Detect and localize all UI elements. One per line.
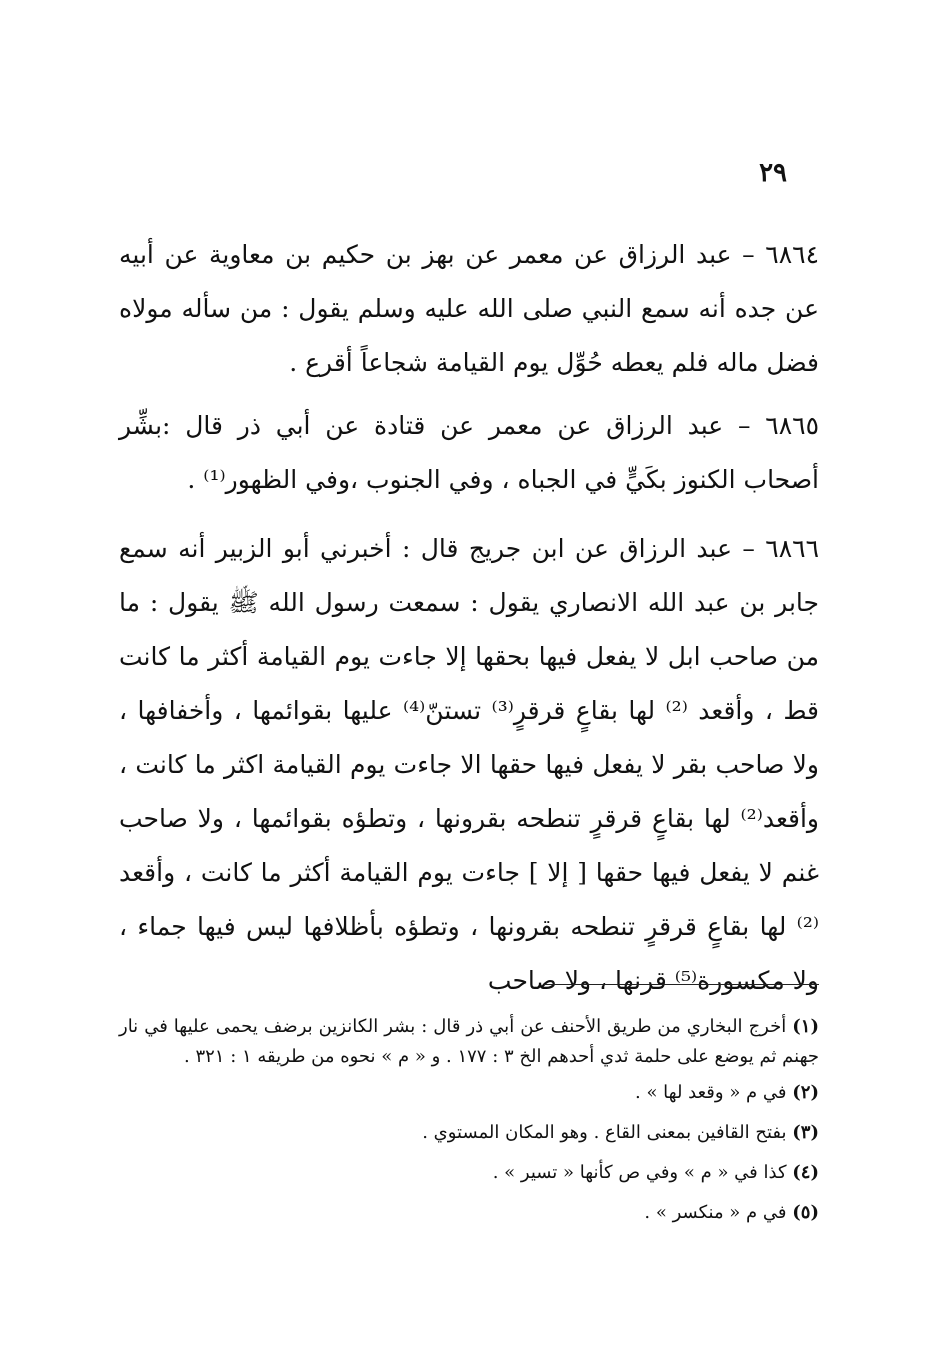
hadith-6866 — [119, 522, 819, 1008]
footnote-text: في م « وقعد لها » . — [635, 1082, 787, 1103]
hadith-6865 — [119, 399, 819, 507]
footnote-5 — [119, 1198, 819, 1228]
hadith-6864 — [119, 228, 819, 390]
footnote-number: (١) — [792, 1016, 819, 1037]
footnote-3 — [119, 1118, 819, 1148]
footnote-divider — [544, 984, 819, 985]
footnote-text: بفتح القافين بمعنى القاع . وهو المكان المستوي . — [422, 1122, 787, 1143]
hadith-text: ٦٨٦٦ – عبد الرزاق عن ابن جريج قال : أخبرني أبو الزبير أنه سمع جابر بن عبد الله الانصاري يقول : سمعت رسول الله ﷺ يقول : ما من صاحب ابل لا يفعل فيها بحقها إلا جاءت يوم القيامة أكثر ما كانت قط ، وأقعد ⁽²⁾ لها بقاعٍ قرقرٍ⁽³⁾ تستنّ⁽⁴⁾ عليها بقوائمها ، وأخفافها ، ولا صاحب بقر لا يفعل فيها حقها الا جاءت يوم القيامة اكثر ما كانت ، وأقعد⁽²⁾ لها بقاعٍ قرقرٍ تنطحه بقرونها ، وتطؤه بقوائمها ، ولا صاحب غنم لا يفعل فيها حقها [ إلا ] جاءت يوم القيامة أكثر ما كانت ، وأقعد ⁽²⁾ لها بقاعٍ قرقرٍ تنطحه بقرونها ، وتطؤه بأظلافها ليس فيها جماء ، ولا مكسورة⁽⁵⁾ قرنها ، ولا صاحب — [119, 534, 820, 995]
footnote-text: كذا في « م » وفي ص كأنها « تسير » . — [492, 1162, 787, 1183]
footnote-4 — [119, 1158, 819, 1188]
footnote-number: (٤) — [792, 1162, 819, 1183]
footnotes-section — [119, 1012, 819, 1238]
page-number: ٢٩ — [759, 158, 787, 188]
hadith-text: ٦٨٦٤ – عبد الرزاق عن معمر عن بهز بن حكيم بن معاوية عن أبيه عن جده أنه سمع النبي صلى الله عليه وسلم يقول : من سأله مولاه فضل ماله فلم يعطه حُوِّل يوم القيامة شجاعاً أقرع . — [119, 240, 819, 377]
footnote-number: (٣) — [792, 1122, 819, 1143]
hadith-text: ٦٨٦٥ – عبد الرزاق عن معمر عن قتادة عن أبي ذر قال :بشِّر أصحاب الكنوز بكَيٍّ في الجباه ، وفي الجنوب ،وفي الظهور⁽¹⁾ . — [119, 411, 819, 494]
footnote-number: (٢) — [792, 1082, 819, 1103]
footnote-text: أخرج البخاري من طريق الأحنف عن أبي ذر قال : بشر الكانزين برضف يحمى عليها في نار جهنم ثم يوضع على حلمة ثدي أحدهم الخ ٣ : ١٧٧ . و « م » نحوه من طريقه ١ : ٣٢١ . — [119, 1016, 819, 1067]
footnote-text: في م « منكسر » . — [644, 1202, 787, 1223]
footnote-number: (٥) — [792, 1202, 819, 1223]
footnote-2 — [119, 1078, 819, 1108]
footnote-1 — [119, 1012, 819, 1072]
